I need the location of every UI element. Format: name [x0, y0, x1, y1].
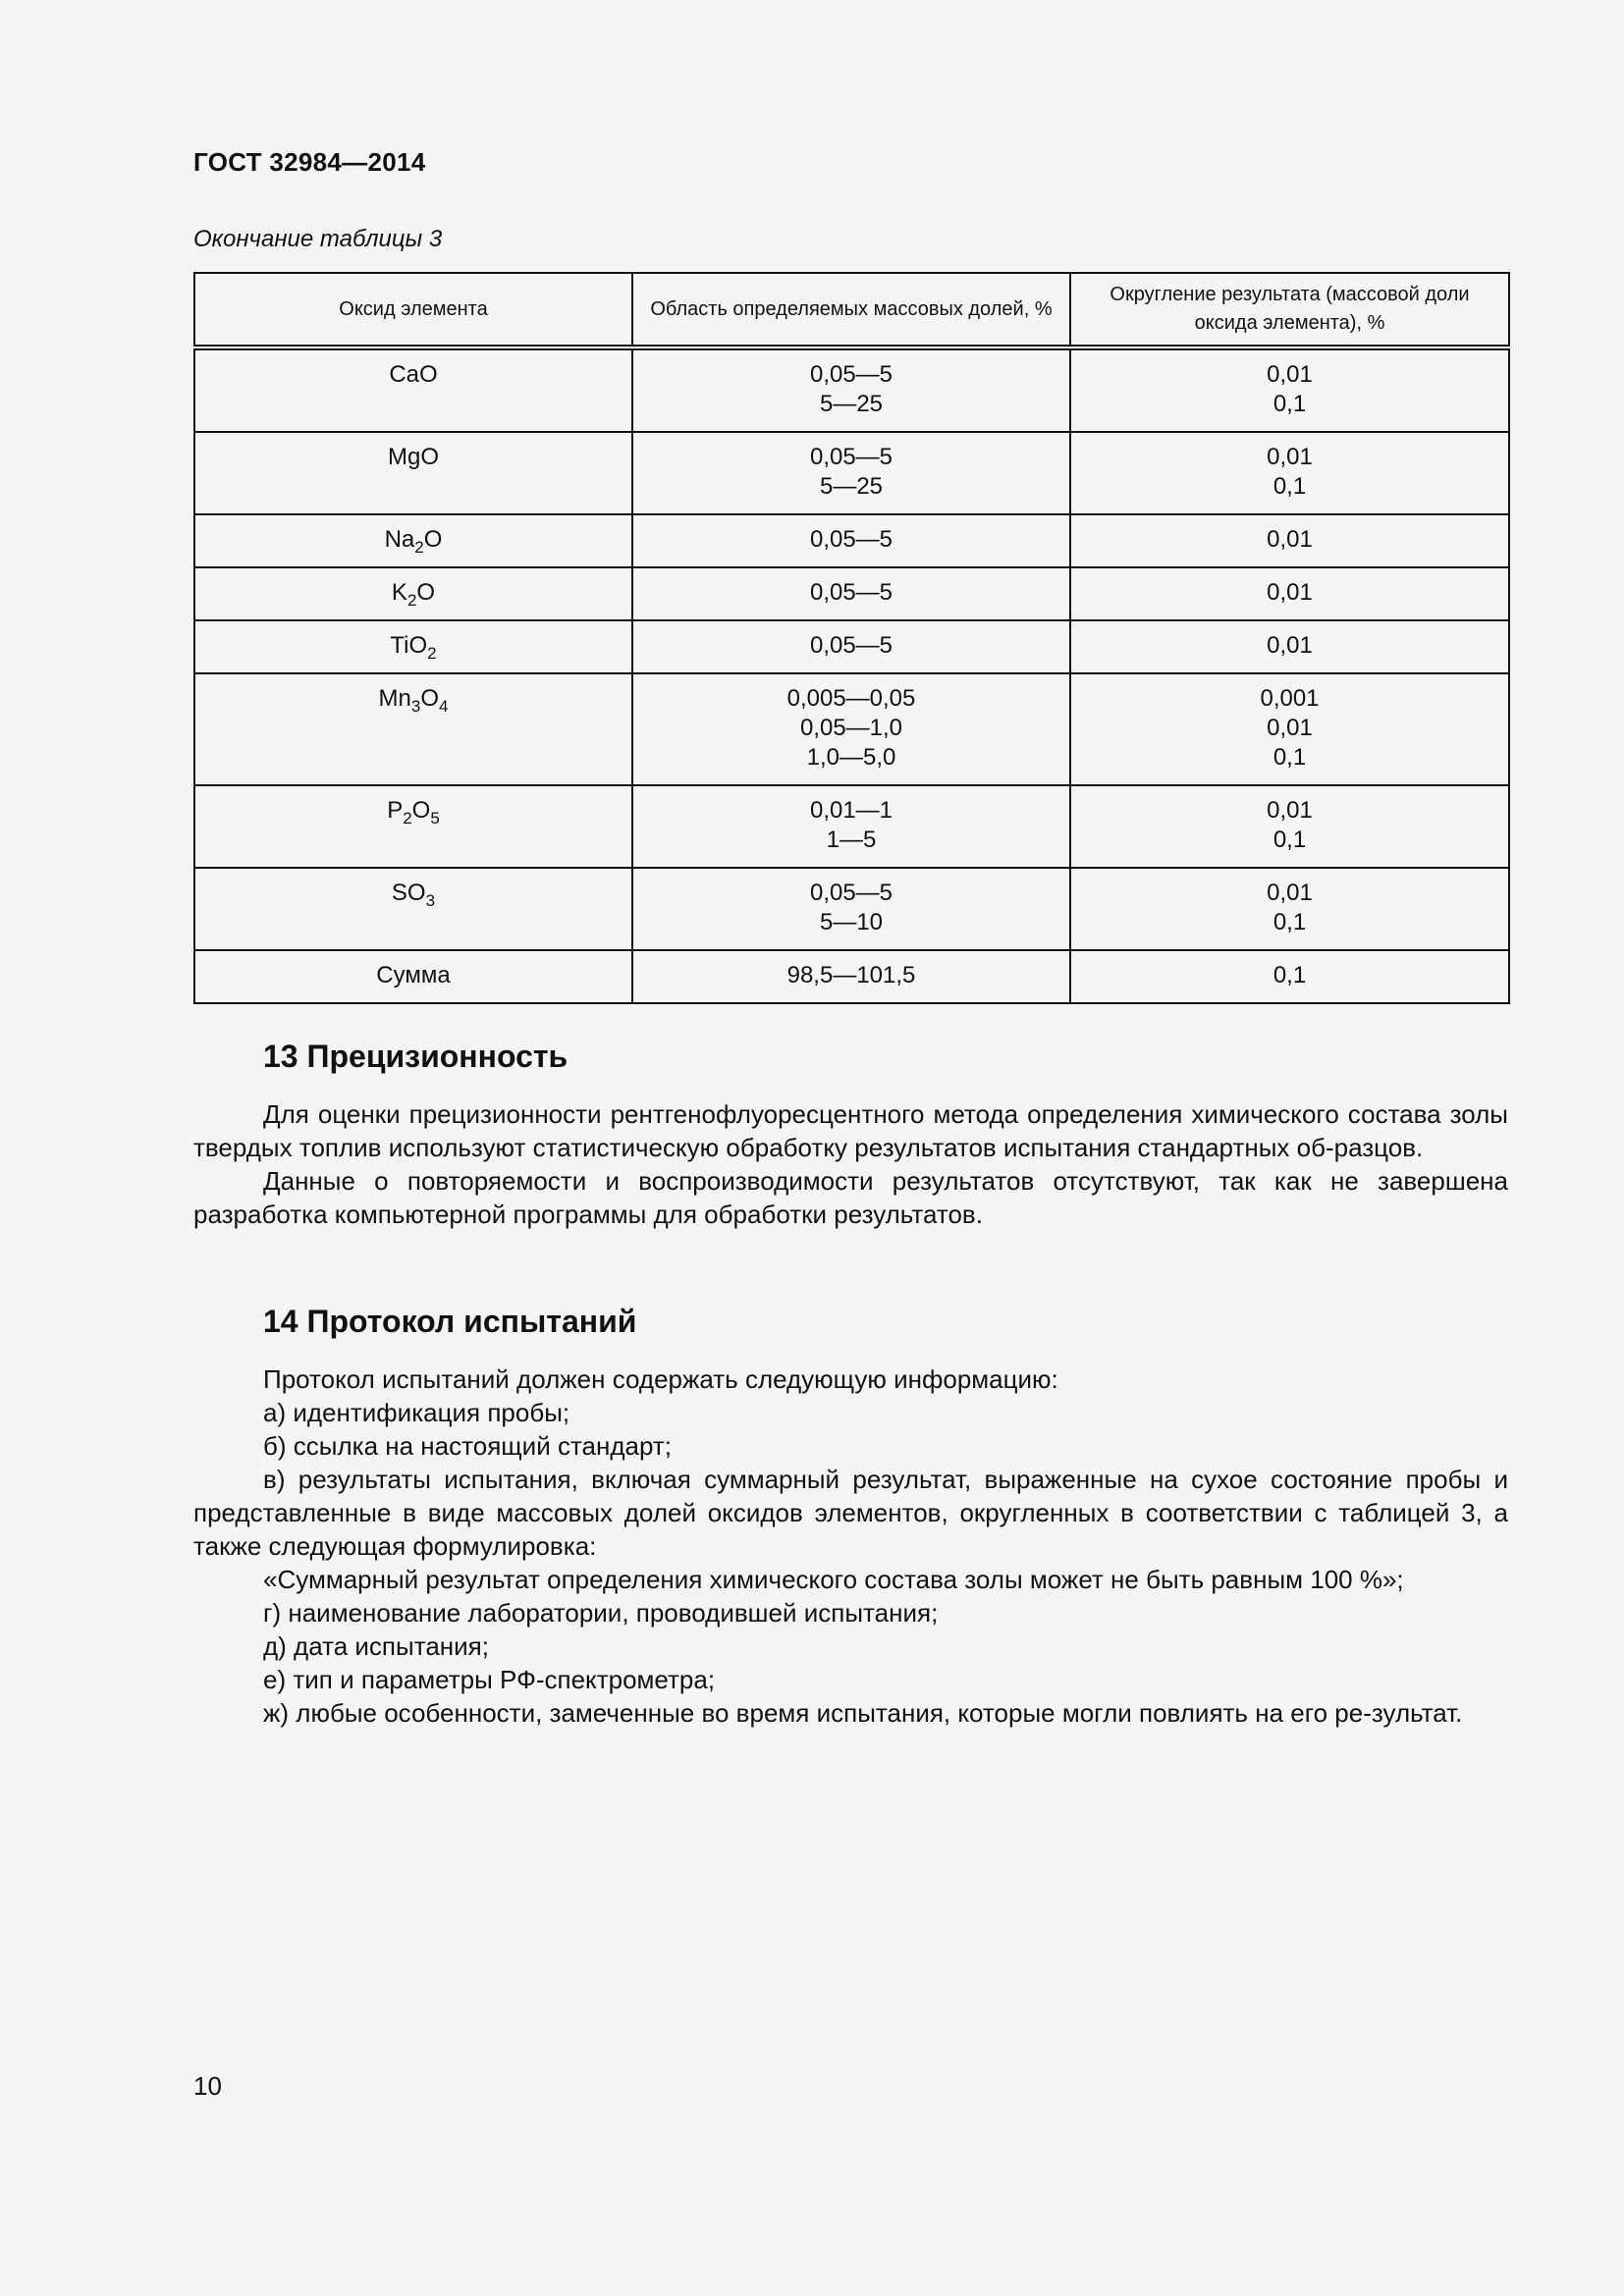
table-caption: Окончание таблицы 3	[193, 226, 443, 252]
table-row	[194, 567, 1509, 620]
oxide-formula: $Na_2O$	[384, 526, 443, 557]
range-cell	[632, 620, 1070, 673]
range-value: 0,01—1	[809, 797, 893, 824]
table-row	[194, 432, 1509, 514]
range-cell	[632, 868, 1070, 950]
section-14-intro: Протокол испытаний должен содержать следующую информацию:	[263, 1364, 1058, 1394]
oxide-formula: $K_2O$	[391, 579, 436, 610]
section-13-paragraph: Данные о повторяемости и воспроизводимости результатов отсутствуют, так как не завершена разработка компьютерной программы для обработки результатов.	[193, 1166, 1508, 1229]
protocol-item: е) тип и параметры РФ-спектрометра;	[263, 1665, 716, 1694]
column-header-rounding: Округление результата (массовой доли оксида элемента), %	[1070, 273, 1509, 347]
oxide-cell	[194, 432, 632, 514]
rounding-value: 0,01	[1267, 444, 1313, 470]
rounding-value: 0,01	[1267, 526, 1313, 553]
rounding-cell	[1070, 785, 1509, 868]
oxides-table	[193, 272, 1510, 1004]
section-13-title: 13 Прецизионность	[263, 1039, 568, 1074]
range-value: 98,5—101,5	[786, 962, 916, 988]
protocol-item: б) ссылка на настоящий стандарт;	[263, 1431, 673, 1461]
oxide-formula: MgO	[387, 444, 439, 470]
rounding-cell	[1070, 347, 1509, 432]
rounding-cell	[1070, 514, 1509, 567]
range-cell	[632, 785, 1070, 868]
range-value: 5—10	[819, 909, 884, 935]
oxide-formula: $P_2O_5$	[387, 797, 440, 828]
table-row	[194, 514, 1509, 567]
rounding-value: 0,1	[1272, 391, 1307, 417]
table-row	[194, 673, 1509, 785]
total-label: Сумма	[376, 962, 451, 988]
protocol-item: г) наименование лаборатории, проводившей испытания;	[263, 1598, 939, 1628]
table-row	[194, 347, 1509, 432]
protocol-item: ж) любые особенности, замеченные во время испытания, которые могли повлиять на его ре-зультат.	[263, 1698, 1463, 1728]
rounding-value: 0,1	[1272, 744, 1307, 771]
range-cell	[632, 432, 1070, 514]
rounding-cell	[1070, 950, 1509, 1003]
rounding-cell	[1070, 620, 1509, 673]
oxide-cell	[194, 567, 632, 620]
oxide-cell	[194, 868, 632, 950]
table-row-total	[194, 950, 1509, 1003]
range-value: 0,05—5	[809, 632, 893, 659]
rounding-value: 0,01	[1267, 797, 1313, 824]
rounding-value: 0,1	[1272, 473, 1307, 500]
section-13-body	[193, 1097, 1508, 1231]
document-code: ГОСТ 32984—2014	[193, 147, 426, 177]
rounding-value: 0,1	[1272, 909, 1307, 935]
table-row	[194, 620, 1509, 673]
rounding-value: 0,01	[1267, 361, 1313, 388]
oxide-cell	[194, 514, 632, 567]
oxide-formula: CaO	[389, 361, 438, 388]
protocol-item: д) дата испытания;	[263, 1631, 489, 1661]
section-14-title: 14 Протокол испытаний	[263, 1304, 637, 1339]
range-cell	[632, 347, 1070, 432]
range-value: 0,05—5	[809, 579, 893, 606]
oxide-cell	[194, 950, 632, 1003]
oxide-formula: $SO_3$	[391, 880, 436, 910]
oxide-cell	[194, 673, 632, 785]
table-row	[194, 868, 1509, 950]
range-cell	[632, 567, 1070, 620]
range-value: 0,05—5	[809, 526, 893, 553]
table-row	[194, 785, 1509, 868]
range-cell	[632, 673, 1070, 785]
section-14-body	[193, 1362, 1508, 1730]
range-cell	[632, 950, 1070, 1003]
range-value: 5—25	[819, 473, 884, 500]
column-header-oxide: Оксид элемента	[194, 273, 632, 347]
range-cell	[632, 514, 1070, 567]
oxide-formula: TiO$_2$	[390, 632, 437, 663]
oxide-cell	[194, 785, 632, 868]
rounding-value: 0,01	[1267, 880, 1313, 906]
rounding-cell	[1070, 673, 1509, 785]
oxide-cell	[194, 347, 632, 432]
rounding-cell	[1070, 567, 1509, 620]
page-number: 10	[193, 2071, 222, 2101]
protocol-item: а) идентификация пробы;	[263, 1398, 570, 1427]
rounding-value: 0,1	[1272, 827, 1307, 853]
column-header-range: Область определяемых массовых долей, %	[632, 273, 1070, 347]
rounding-cell	[1070, 868, 1509, 950]
section-13-paragraph: Для оценки прецизионности рентгенофлуоресцентного метода определения химического состава золы твердых топлив используют статистическую обработку результатов испытания стандартных об-разцов.	[193, 1099, 1508, 1162]
range-value: 5—25	[819, 391, 884, 417]
rounding-cell	[1070, 432, 1509, 514]
protocol-item: в) результаты испытания, включая суммарный результат, выраженные на сухое состояние пробы и представленные в виде массовых долей оксидов элементов, округленных в соответствии с таблицей 3, а также следующая формулировка:	[193, 1465, 1508, 1561]
oxide-cell	[194, 620, 632, 673]
range-value: 0,005—0,05	[786, 685, 916, 712]
range-value: 0,05—5	[809, 444, 893, 470]
range-value: 0,05—5	[809, 361, 893, 388]
range-value: 0,05—1,0	[799, 715, 903, 741]
rounding-value: 0,01	[1267, 579, 1313, 606]
table-header-row	[194, 273, 1509, 347]
rounding-value: 0,001	[1260, 685, 1320, 712]
rounding-value: 0,01	[1267, 632, 1313, 659]
protocol-item-quote: «Суммарный результат определения химического состава золы может не быть равным 100 %»;	[263, 1565, 1404, 1594]
range-value: 1,0—5,0	[806, 744, 896, 771]
range-value: 0,05—5	[809, 880, 893, 906]
rounding-value: 0,01	[1267, 715, 1313, 741]
range-value: 1—5	[826, 827, 877, 853]
oxide-formula: $Mn_3O_4$	[378, 685, 449, 716]
rounding-value: 0,1	[1272, 962, 1307, 988]
